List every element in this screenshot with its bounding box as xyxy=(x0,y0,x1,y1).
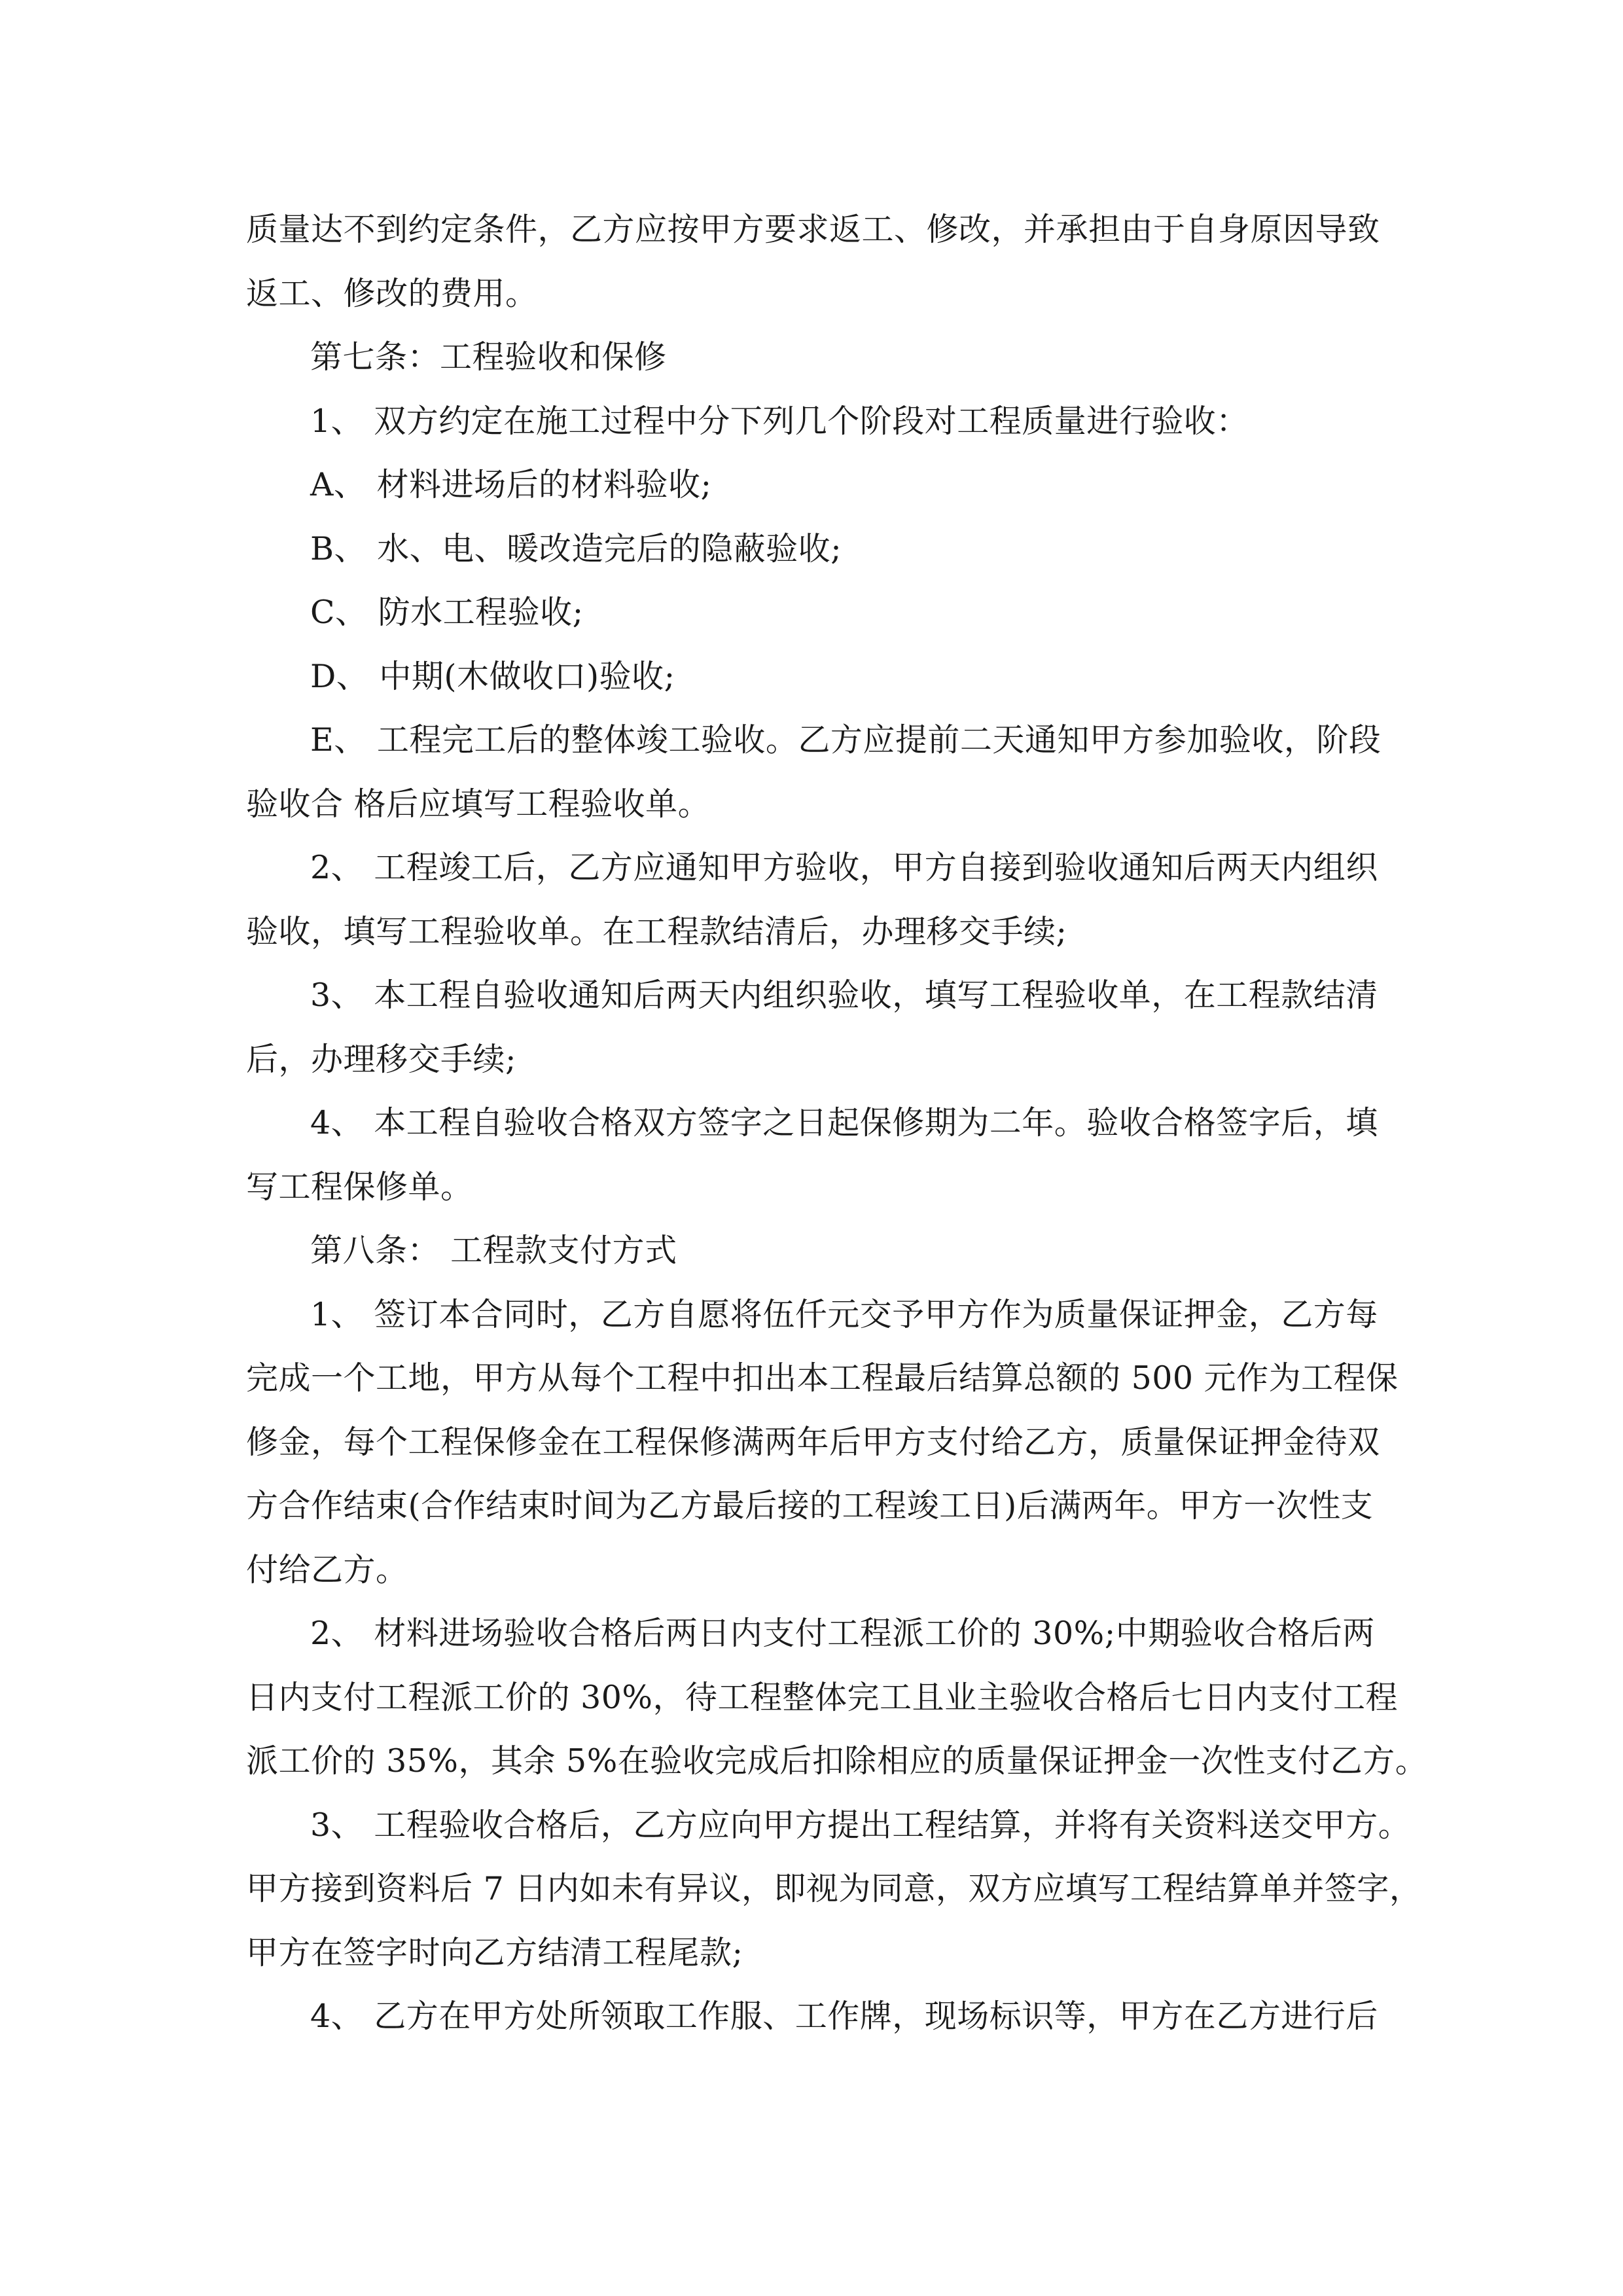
list-item: B、 水、电、暖改造完后的隐蔽验收; xyxy=(310,529,842,567)
text-line: 甲方接到资料后 7 日内如未有异议，即视为同意，双方应填写工程结算单并签字， xyxy=(246,1870,1422,1907)
text-line: 3、 工程验收合格后，乙方应向甲方提出工程结算，并将有关资料送交甲方。 xyxy=(310,1806,1411,1844)
text-line: 3、 本工程自验收通知后两天内组织验收，填写工程验收单，在工程款结清 xyxy=(310,977,1378,1014)
text-line: 后，办理移交手续; xyxy=(246,1040,517,1078)
section-heading-article-7: 第七条：工程验收和保修 xyxy=(310,338,667,376)
text-line: 2、 材料进场验收合格后两日内支付工程派工价的 30%;中期验收合格后两 xyxy=(310,1615,1375,1652)
text-line: 1、 签订本合同时，乙方自愿将伍仟元交予甲方作为质量保证押金，乙方每 xyxy=(310,1295,1378,1333)
text-line: 质量达不到约定条件，乙方应按甲方要求返工、修改，并承担由于自身原因导致 xyxy=(246,211,1380,248)
section-heading-article-8: 第八条： 工程款支付方式 xyxy=(310,1232,677,1269)
text-line: 修金，每个工程保修金在工程保修满两年后甲方支付给乙方，质量保证押金待双 xyxy=(246,1423,1380,1461)
document-body xyxy=(246,198,1428,2049)
text-line: 付给乙方。 xyxy=(246,1551,408,1588)
text-line: 完成一个工地，甲方从每个工程中扣出本工程最后结算总额的 500 元作为工程保 xyxy=(246,1359,1399,1397)
text-line: 方合作结束(合作结束时间为乙方最后接的工程竣工日)后满两年。甲方一次性支 xyxy=(246,1487,1374,1524)
text-line: 返工、修改的费用。 xyxy=(246,274,538,312)
list-item: D、 中期(木做收口)验收; xyxy=(310,657,675,695)
list-item: E、 工程完工后的整体竣工验收。乙方应提前二天通知甲方参加验收，阶段 xyxy=(310,721,1382,759)
text-line: 派工价的 35%，其余 5%在验收完成后扣除相应的质量保证押金一次性支付乙方。 xyxy=(246,1742,1428,1780)
text-line: 2、 工程竣工后，乙方应通知甲方验收，甲方自接到验收通知后两天内组织 xyxy=(310,849,1378,886)
text-line: 甲方在签字时向乙方结清工程尾款; xyxy=(246,1933,743,1971)
text-line: 验收合 格后应填写工程验收单。 xyxy=(246,785,711,823)
list-item: A、 材料进场后的材料验收; xyxy=(310,466,712,503)
text-line: 写工程保修单。 xyxy=(246,1168,473,1206)
text-line: 1、 双方约定在施工过程中分下列几个阶段对工程质量进行验收： xyxy=(310,402,1249,440)
list-item: C、 防水工程验收; xyxy=(310,594,584,631)
text-line: 日内支付工程派工价的 30%，待工程整体完工且业主验收合格后七日内支付工程 xyxy=(246,1678,1398,1716)
text-line: 验收，填写工程验收单。在工程款结清后，办理移交手续; xyxy=(246,912,1067,950)
text-line: 4、 本工程自验收合格双方签字之日起保修期为二年。验收合格签字后，填 xyxy=(310,1104,1378,1141)
text-line: 4、 乙方在甲方处所领取工作服、工作牌，现场标识等，甲方在乙方进行后 xyxy=(310,1998,1378,2035)
